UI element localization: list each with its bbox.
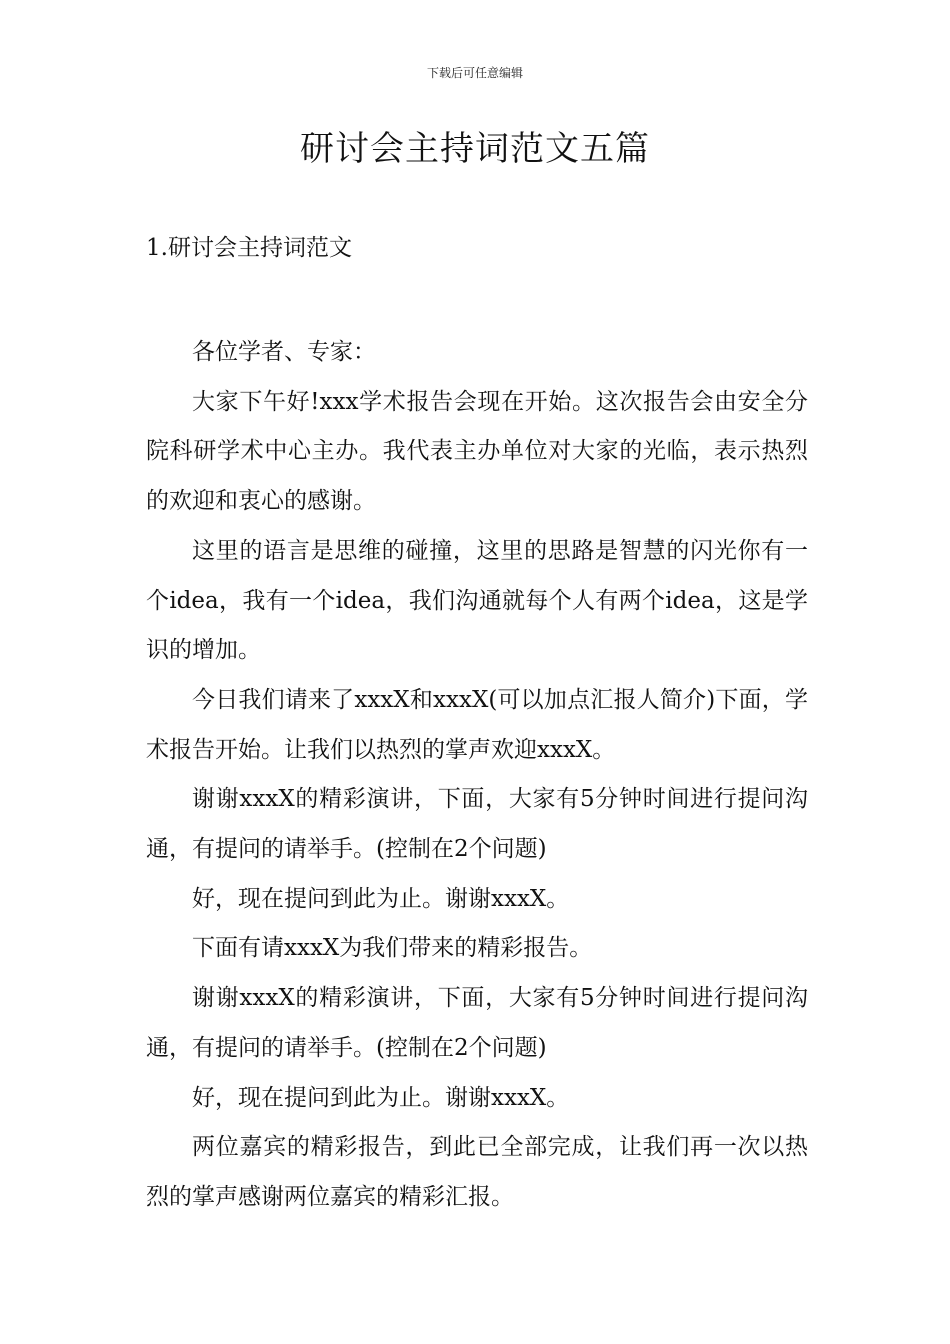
paragraph-greeting: 各位学者、专家： — [192, 339, 376, 365]
paragraph-qa-end-second: 好，现在提问到此为止。谢谢xxxX。 — [192, 1084, 570, 1111]
paragraph-speakers-intro: 今日我们请来了xxxX和xxxX(可以加点汇报人简介)下面，学术报告开始。让我们以热烈的掌声欢迎xxxX。 — [146, 686, 808, 763]
paragraph-closing: 两位嘉宾的精彩报告，到此已全部完成，让我们再一次以热烈的掌声感谢两位嘉宾的精彩汇报。 — [146, 1134, 808, 1210]
paragraph-opening: 大家下午好!xxx学术报告会现在开始。这次报告会由安全分院科研学术中心主办。我代表主办单位对大家的光临，表示热烈的欢迎和衷心的感谢。 — [146, 388, 808, 515]
paragraph-qa-second: 谢谢xxxX的精彩演讲，下面，大家有5分钟时间进行提问沟通，有提问的请举手。(控制在2个问题) — [146, 985, 808, 1061]
paragraph-ideas: 这里的语言是思维的碰撞，这里的思路是智慧的闪光你有一个idea，我有一个idea，我们沟通就每个人有两个idea，这是学识的增加。 — [146, 537, 808, 664]
paragraph-qa-first: 谢谢xxxX的精彩演讲，下面，大家有5分钟时间进行提问沟通，有提问的请举手。(控制在2个问题) — [146, 786, 808, 863]
paragraph-qa-end-first: 好，现在提问到此为止。谢谢xxxX。 — [192, 885, 570, 912]
header-note: 下载后可任意编辑 — [426, 66, 523, 80]
document-body — [146, 328, 808, 1223]
section-heading: 1.研讨会主持词范文 — [146, 235, 352, 261]
document-title: 研讨会主持词范文五篇 — [300, 129, 650, 169]
paragraph-second-speaker: 下面有请xxxX为我们带来的精彩报告。 — [192, 935, 593, 962]
